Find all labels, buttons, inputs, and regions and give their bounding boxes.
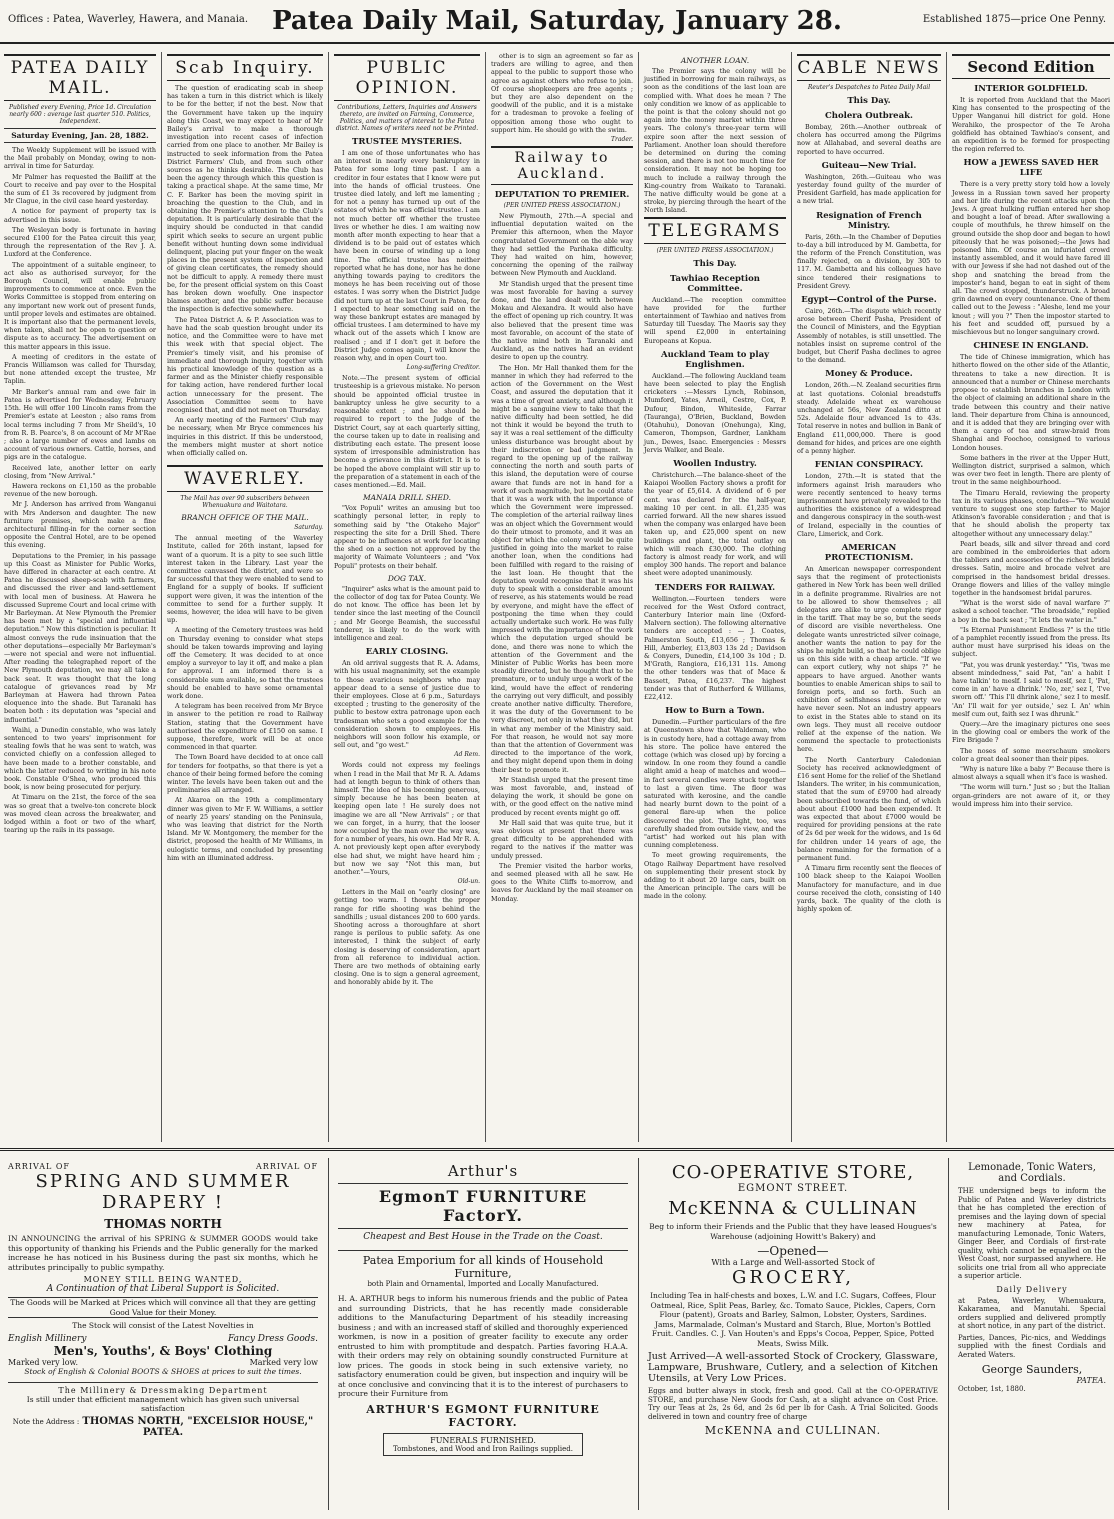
article-paragraph: The Weekly Supplement will be issued with the Mail probably on Monday, owing to non-arrival in time for Saturday. xyxy=(4,146,156,171)
advert-text: The Goods will be Marked at Prices which will convince all that they are getting Good Value for their Money. xyxy=(8,1297,318,1318)
article-text: "Pat, you was drunk yesterday." "Yis, 'twas me absent mindedness," said Pat, "an' a habit I have talkin' to meslf. I said to meslf, sez I, 'Pat, come in an' have a dhrink.' 'No, zer,' sez I, 'I've sworn off.' 'This I'll dhrink alone,' sez I to meslf. 'An' I'll wait for yer outside,' sez I. An' whin meslf cum out, faith sez I was dhrunk." xyxy=(952,660,1110,718)
signature: Ad Rem. xyxy=(454,751,480,759)
article-text: Auckland.—The following Auckland team have been selected to play the English cricketers :—Messrs Lynch, Robinson, Mumford, Yates, Arneil, Cestre, Cox, P. Dufour, Bindon, Whiteside, Farrar (Tauranga), O'Brien, Buckland, Bowden (Otahuhu), Donovan (Onehunga), King, Cameron, Thompson, Gardner, Lankham jun., Dewes, Isaac. Emergencies : Messrs Jervis Walker, and Beale. xyxy=(644,371,786,454)
george-saunders-name: George Saunders, xyxy=(981,1363,1083,1376)
cable-heading: Guiteau—New Trial. xyxy=(821,160,917,171)
column-rule xyxy=(638,52,639,1142)
paper-name: PATEA DAILY MAIL. xyxy=(4,54,156,101)
telegram-heading: Auckland Team to play Englishmen. xyxy=(660,349,770,370)
this-day: This Day. xyxy=(847,96,891,106)
advert-text: The Stock will consist of the Latest Novelties in xyxy=(72,1321,254,1330)
branch-office: BRANCH OFFICE OF THE MAIL. xyxy=(181,513,309,523)
column-cable-news xyxy=(793,52,945,1142)
article-paragraph: Hawera reckons on £1,150 as the probable revenue of the new borough. xyxy=(4,481,156,499)
funerals-box xyxy=(383,1433,583,1456)
article-text: The Timaru Herald, reviewing the property tax in its various phases, concludes—"We would venture to suggest one step farther to Major Atkinson's favorable consideration ; and that is that he should abolish the property tax altogether without any unnecessary delay." xyxy=(952,488,1110,538)
advert-text: Eggs and butter always in stock, fresh and good. Call at the CO-OPERATIVE STORE, and purchase New Goods for Cash, at a slight advance on Cost Price. Try our Teas at 2s, 2s 6d, and 2s 6d per lb for Cash. A Trial Solicited. Goods delivered in town and country free of charge xyxy=(648,1387,938,1421)
signature: Old-un. xyxy=(457,878,480,886)
column-local-news xyxy=(0,52,160,1142)
advert-text: Cheapest and Best House in the Trade on the Coast. xyxy=(363,1232,603,1242)
thomas-north-address: THOMAS NORTH, "EXCELSIOR HOUSE," PATEA. xyxy=(82,1415,314,1438)
article-paragraph: A notice for payment of property tax is advertised in this issue. xyxy=(4,207,156,224)
telegram-heading: How to Burn a Town. xyxy=(665,706,765,717)
article-text: Auckland.—The reception committee have provided for the further entertainment of Tawhiao and natives from Saturday till Tuesday. The Maoris say they will spend £2,000 in entertaining Europeans at Kopua. xyxy=(644,295,786,345)
article-text: Note.—The present system of official trusteeship is a grievous mistake. No person should be appointed official trustee in bankruptcy unless he give security to a reasonable extent ; and he should be required to report to the Judge of the District Court, say at each quarterly sitting, the course taken up to date in realising and distributing each estate. The present loose system of irresponsible administration has become a grievance in this district. It is to be hoped the above complaint will stir up to the preparation of a statement in each of the cases mentioned.—Ed. Mail. xyxy=(334,374,480,489)
article-paragraph: Deputations to the Premier, in his passage up this Coast as Minister for Public Works, have differed in character at each centre. At Patea he discussed sheep-scab with farmers, and discussed the river and land-settlement with local men of business. At Hawera he discussed Supreme Court and local crime with Mr Barleyman. At New Plymouth the Premier has been met by a "special and influential deputation." Now this distinction is peculiar. It almost conveys the rude insinuation that the other deputations—especially Mr Barleyman's—were not special and were not influential. After reading the telegraphed report of the New Plymouth deputation, we may all take a back seat. It was thought that the long catalogue of grievances read by Mr Barleyman at Hawera had thrown Patea eloquence into the shade. But Taranaki has beaten both : its deputation was "special and influential." xyxy=(4,551,156,724)
spring-summer-heading: SPRING AND SUMMER DRAPERY ! xyxy=(35,1171,291,1213)
article-paragraph: An early meeting of the Farmers' Club may be necessary, when Mr Bryce commences his inquiries in this district. If this be understood, the members might muster at short notice when officially called on. xyxy=(167,416,323,457)
advert-text: IN ANNOUNCING the arrival of his SPRING & SUMMER GOODS would take this opportunity of thanking his Friends and the Public generally for the marked increase he has noticed in his Business during the past six months, which he attributes principally to public sympathy. xyxy=(8,1234,318,1272)
public-opinion-title: PUBLIC OPINION. xyxy=(334,54,480,101)
article-text: "What is the worst side of naval warfare ?" asked a school teacher. "The broadside," replied a boy in the back seat ; "it lets the water in." xyxy=(952,599,1110,624)
arthur-footer: ARTHUR'S EGMONT FURNITURE FACTORY. xyxy=(366,1402,600,1429)
telegram-heading: Tawhiao Reception Committee. xyxy=(670,273,760,294)
column-second-edition xyxy=(948,52,1114,1142)
article-paragraph: Mr Standish urged that the present time was most favorable, and, instead of delaying the work, it should be gone on with, or the good effect on the native mind produced by recent events might go off. xyxy=(491,775,633,817)
address-row xyxy=(8,1416,318,1438)
funerals-furnished: FUNERALS FURNISHED. xyxy=(430,1435,536,1445)
advert-thomas-north xyxy=(0,1158,326,1510)
early-closing-heading: EARLY CLOSING. xyxy=(365,647,449,658)
article-text: It is reported from Auckland that the Maori King has consented to the prospecting of the Upper Wanganui hill district for gold. Hone Werahiko, the prospector of the Te Aroha goldfield has obtained Tawhiao's consent, and an expedition is to be formed for prospecting the region referred to. xyxy=(952,96,1110,154)
article-text: An American newspaper correspondent says that the regiment of protectionists gathered in New York has been well drilled in a definite programme. Rivalries are not to be allowed to show themselves ; all delegates are alike to urge complete rigor in the tariff. That may be so, but the seeds of discord are visible nevertheless. One delegate wants unrestricted silver coinage, another wants the nation to pay for the ships he might build, so that he could oblige us on this side with a cheap article. "If we can export cutlery, why not ships ?" he appears to have argued. Another wants bounties to enable American ships to sail to foreign ports, and so forth. Such an exhibition of selfishness and poverty we have never seen. Not an industry appears to exist in the States able to stand on its own legs. They must all receive outdoor relief at the expense of the nation. We commend the spectacle to protectionists here. xyxy=(797,564,941,754)
article-text: other is to sign an agreement so far as traders are willing to agree, and then appeal to the public to support those who agree as against others who refuse to join. Of course shopkeepers are free agents ; but they are also dependent on the goodwill of the public, and it is a mistake for a tradesman to provoke a feeling of opposition among those who ought to support him. He should go with the swim. xyxy=(491,52,633,134)
signature: Long-suffering Creditor. xyxy=(406,364,480,372)
article-paragraph: Mr Barker's annual ram and ewe fair in Patea is advertised for Wednesday, February 15th. He will offer 100 Lincoln rams from the Premier's estate at Leeston ; also rams from local terms including 7 from Mr Sheild's, 10 from R. B. Pearce's, 8 on account of Mr M'Rae ; also a large number of ewes and lambs on account of various owners. Cattle, horses, and pigs are in the catalogue. xyxy=(4,387,156,462)
advert-arthur-furniture xyxy=(330,1158,636,1510)
article-paragraph: A meeting of creditors in the estate of Francis Williamson was called for Thursday, but none attended except the trustee, Mr Taplin. xyxy=(4,352,156,386)
column-rule xyxy=(328,52,329,1142)
article-text: Query.—Are the imaginary pictures one sees in the glowing coal or embers the work of the Fire Brigade ? xyxy=(952,720,1110,745)
telegram-heading: Woollen Industry. xyxy=(673,458,757,469)
scab-inquiry-title: Scab Inquiry. xyxy=(167,54,323,81)
article-text: Wellington.—Fourteen tenders were received for the West Oxford contract, Canterbury Interior main line (Oxford-Malvern section). The following alternative tenders are accepted : — J. Coates, Palmerston South, £13,656 ; Thomas & Hill, Amberley, £13,803 13s 2d ; Davidson & Conyers, Dunedin, £14,100 3s 10d ; D. M'Grath, Rangiora, £16,131 11s. Among the other tenders was that of Mace & Bassett, Patea, £16,237. The highest tender was that of Rutherford & Williams, £22,412. xyxy=(644,594,786,701)
article-text: Words could not express my feelings when I read in the Mail that Mr R. A. Adams had at length begun to think of others than himself. The idea of his becoming generous, simply because he has been beaten at keeping open late ! He surely does not imagine we are all "New Arrivals" ; or that we can forget, in a hurry, that the looser now occupied by the man over the way was, for a number of years, his own. Had Mr R. A. A. not previously kept open after everybody else had shut, we might have heard him ; but now we say "Not this man, but another."—Yours, xyxy=(334,761,480,877)
article-text: A Timaru firm recently sent the fleeces of 100 black sheep to the Kaiapoi Woollen Manufactory for manufacture, and in due course received the cloth, consisting of 140 yards, back. The quality of the cloth is highly spoken of. xyxy=(797,864,941,914)
article-text: "Vox Populi" writes an amusing but too scathingly personal letter, in reply to something said by "the Otakeho Major" respecting the site for a Drill Shed. There appear to be influences at work for locating the shed on a section not approved by the majority of Waimate Volunteers ; and "Vox Populi" protests on their behalf. xyxy=(334,504,480,570)
local-news-paragraphs xyxy=(4,146,156,834)
column-telegrams xyxy=(640,52,790,1142)
cable-heading: Cholera Outbreak. xyxy=(825,111,913,121)
egmont-factory-heading: EgmonT FURNITURE FactorY. xyxy=(338,1183,628,1229)
second-edition-heading: INTERIOR GOLDFIELD. xyxy=(974,84,1088,94)
article-text: The tide of Chinese immigration, which has hitherto flowed on the other side of the Atlantic, threatens to take a new direction. It is announced that a number or Chinese merchants propose to establish branches in London with the object of claiming an additional share in the trade between this country and their native land. Their departure from China is announced, and it is added that they are bringing over with them a cargo of tea and straw-braid from Shanghai and Foochoo, consigned to various London houses. xyxy=(952,353,1110,452)
article-text: There is a very pretty story told how a lovely Jewess in a Russian town saved her property and her life during the recent attacks upon the Jews. A great hulking ruffian entered her shop and bought a loaf of bread. After swallowing a couple of mouthfuls, he threw himself on the ground outside the shop door and began to howl piteously that he was poisoned;—the Jews had poisoned him. Of course an infuriated crowd instantly assembled, and it would have fared ill with our Jewess if she had not dashed out of the shop and snatching the bread from the imposter's hand, began to eat in sight of them all. The crowd stopped, thunderstruck. A broad grin dawned on every countenance. One of them called out to the Jewess : "Aleshe, lend me your knout ; will you ?" Then the impostor started to his feet and scudded off, pursued by a mischievous but no longer sanguinary crowd. xyxy=(952,180,1111,337)
article-paragraph: Mr Palmer has requested the Bailiff at the Court to receive and pay over to the Hospital the sum of £1 3s recovered by judgment from Mr Clague, in the civil case heard yesterday. xyxy=(4,172,156,206)
marked-low: Marked very low xyxy=(249,1357,318,1367)
cable-heading: AMERICAN PROTECTIONISM. xyxy=(824,542,914,563)
article-text: Paris, 26th.—In the Chamber of Deputies to-day a bill introduced by M. Gambetta, for the reform of the French Constitution, was finally rejected, on a division, by 305 to 117. M. Gambetta and his colleagues have since tendered their resignations to President Grevy. xyxy=(797,232,941,290)
article-paragraph: The Town Board have decided to at once call for tenders for footpaths, so that there is yet a chance of their being formed before the coming winter. The levels have been taken out and the preliminaries all arranged. xyxy=(167,753,323,795)
press-association: (PER UNITED PRESS ASSOCIATION.) xyxy=(656,246,774,254)
waverley-subtitle: The Mail has over 90 subscribers between Whenuakura and Waitotara. xyxy=(180,495,310,510)
article-text: Washington, 26th.—Guiteau who was yesterday found guilty of the murder of President Garfield, has made application for a new trial. xyxy=(797,172,941,206)
column-rule xyxy=(161,52,162,1142)
press-association: (PER UNITED PRESS ASSOCIATION.) xyxy=(503,202,621,210)
daily-delivery: Daily Delivery xyxy=(996,1284,1068,1294)
article-text: Letters in the Mail on "early closing" are getting too warm. I thought the proper range for rifle shooting was behind the sandhills ; usual distances 200 to 600 yards. Shooting across a thoroughfare at short range is perilous to public safety. As one interested, I think the subject of early closing is deserving of consideration, apart from all reference to individual action. There are two methods of obtaining early closing. One is to sign a general agreement, and honorably abide by it. The xyxy=(334,888,480,987)
opened-label: —Opened— xyxy=(757,1244,829,1258)
article-text: Christchurch.—The balance-sheet of the Kaiapoi Woollen Factory shows a profit for the year of £5,614. A dividend of 6 per cent. was declared for the half-year, making 10 per cent. in all. £1,235 was carried forward. All the new shares issued when the company was enlarged have been taken up, and £25,000 spent on new buildings and plant, the total outlay on which will reach £30,000. The clothing factory is almost ready for work, and will employ 300 hands. The report and balance sheet were adopted unanimously. xyxy=(644,470,786,578)
second-edition-heading: CHINESE IN ENGLAND. xyxy=(973,341,1089,352)
advert-text: A Continuation of that Liberal Support is Solicited. xyxy=(46,1284,280,1294)
column-rule xyxy=(946,52,947,1142)
article-text: Pearl beads, silk and silver thread and cord are combined in the embroideries that adorn the tabliers and accessories of the richest bridal dresses. Satin, moire and brocade velvet are comprised in the handsomest bridal dresses. Orange flowers and lilies of the valley mingle together in the handsomest bridal parures. xyxy=(952,539,1110,597)
article-text: An old arrival suggests that R. A. Adams, with his usual magnanimity, set the example to those avaricious neighbors who may appear dead to a sense of justice due to their employees. Close at 6 p.m., Saturdays excepted ; trusting to the generosity of the public to bestow extra patronage upon each tradesman who sets a good example for the consideration shown to employees. His neighbors will soon follow his example, or sell out, and "go west." xyxy=(334,659,480,750)
article-paragraph: The Premier visited the harbor works, and seemed pleased with all he saw. He goes to the White Cliffs to-morrow, and leaves for Auckland by the mail steamer on Monday. xyxy=(491,861,633,903)
article-text: To meet growing requirements, the Otago Railway Department have resolved on supplementing their present stock by adding to it about 20 large cars, built on the American principle. The cars will be made in the colony. xyxy=(644,851,786,901)
column-rule xyxy=(485,52,486,1142)
advert-text: MONEY STILL BEING WANTED, xyxy=(83,1275,243,1284)
deputation-heading: DEPUTATION TO PREMIER. xyxy=(494,190,630,201)
article-paragraph: The Wesleyan body is fortunate in having secured £100 for the Patea circuit this year, through the representation of the Rev J. A. Luxford at the Conference. xyxy=(4,225,156,259)
article-text: I am one of those unfortunates who has an interest in nearly every bankruptcy in Patea for some long time past. I am a creditor in four estates that I know were put into the hands of official trustees. One trustee died lately, and left me lamenting ; for not a penny has turned up out of the estates of which he was official trustee. I am not much better off whether the trustee lives or whether he dies. I am waiting now month after month expecting to hear that a dividend is to be paid out of estates which have been in course of winding up a long time. The official trustee has neither reported what he has done, nor has he done anything towards paying to creditors the moneys he has been receiving out of those estates. I was sorry when the District Judge did not turn up at the last Court in Patea, for I expected to hear something said on the way these bankrupt estates are managed by official trustees. I am determined to have my whack out of the assets which I know are realised ; and if I don't get it before the District Judge comes again, I will know the reason why, and in open Court too. xyxy=(334,149,480,363)
article-paragraph: At Akaroa on the 19th a complimentary dinner was given to Mr F. W. Williams, a settler of nearly 25 years' standing on the Peninsula, who was leaving that district for the North Island. Mr W. Montgomery, the member for the district, proposed the health of Mr Williams, in eulogistic terms, and concluded by presenting him with an illuminated address. xyxy=(167,796,323,862)
scab-inquiry-paragraphs xyxy=(167,84,323,457)
cable-news-title: CABLE NEWS xyxy=(797,54,941,81)
mens-clothing: Men's, Youths', & Boys' Clothing xyxy=(53,1343,273,1358)
patea-place: PATEA. xyxy=(1076,1376,1106,1385)
column-railway xyxy=(487,52,637,1142)
signature: Trader. xyxy=(611,136,633,144)
article-text: London, 26th.—N. Zealand securities firm at last quotations. Colonial breadstuffs steady. Adelaide wheat ex warehouse unchanged at 56s, New Zealand ditto at 52s. Adelaide flour advanced 1s to 43s. Total reserve in notes and bullion in Bank of England £11,000,000. There is good demand for hides, and prices are one eighth of a penny higher. xyxy=(797,381,941,456)
cable-heading: Money & Produce. xyxy=(825,369,913,380)
article-paragraph: The appointment of a suitable engineer, to act also as authorised surveyor, for the Borough Council, will enable public improvements to commence at once. Even the Works Committee is stopped from entering on any important new work out of present funds, until proper levels and estimates are obtained. It is important also that the permanent levels, when taken, shall not be open to question or dispute as to accuracy. The advertisement on this matter appears in this issue. xyxy=(4,260,156,351)
english-millinery: English Millinery xyxy=(8,1333,87,1344)
mckenna-footer: McKENNA and CULLINAN. xyxy=(704,1424,882,1437)
advert-rule xyxy=(638,1158,639,1510)
manaia-drill-shed-heading: MANAIA DRILL SHED. xyxy=(362,493,452,503)
article-text: London, 27th.—It is stated that the informers against Irish marauders who were recently sentenced to heavy terms imprisonment have privately revealed to the authorities the existence of a widespread and dangerous conspiracy in the south-west of Ireland, especially in the counties of Clare, Limerick, and Cork. xyxy=(797,472,941,538)
column-public-opinion xyxy=(330,52,484,1142)
advert-rule xyxy=(948,1158,949,1510)
advert-text: THE undersigned begs to inform the Public of Patea and Waverley districts that he has completed the erection of premises and the laying down of special new machinery at Patea, for manufacturing Lemonade, Tonic Waters, Ginger Beer, and Cordials of first-rate quality, which cannot be equalled on the West Coast, nor surpassed anywhere. He solicits one trial from all who appreciate a superior article. xyxy=(958,1187,1106,1280)
article-text: "Why is nature like a baby ?" Because there is almost always a squall when it's face is washed. xyxy=(952,765,1110,782)
paper-subtitle: Published every Evening, Price 1d. Circulation nearly 600 : average last quarter 510. Politics, Independent. xyxy=(8,104,152,125)
advert-text: at Patea, Waverley, Whenuakura, Kakaramea, and Manutahi. Special orders supplied and delivered promptly at short notice, in any part of the district. xyxy=(958,1296,1106,1330)
cooperative-heading: CO-OPERATIVE STORE, xyxy=(671,1162,915,1183)
article-text: The noses of some meerschaum smokers color a great deal sooner than their pipes. xyxy=(952,746,1110,763)
article-text: Some bathers in the river at the Upper Hutt, Wellington district, surprised a salmon, which was over two feet in length. There are plenty of trout in the same neighbourhood. xyxy=(952,453,1110,487)
this-day: This Day. xyxy=(693,258,737,269)
cable-heading: Egypt—Control of the Purse. xyxy=(801,295,937,306)
article-text: Dunedin.—Further particulars of the fire at Queenstown show that Waldeman, who is in custody here, had a cottage away from his store. The police have entered the cottage (which was closed up) by forcing a window. In one room they found a candle alight amid a heap of matches and wood—in fact several candles were stuck together to last a given time. The floor was saturated with kerosine, and the candle had nearly burnt down to the point of a general flare-up when the police discovered the plot. The light, too, was carefully shaded from outside view, and the "artist" had worked out his plan with cunning completeness. xyxy=(644,718,786,850)
article-paragraph: Received late, another letter on early closing, from "New Arrival." xyxy=(4,463,156,480)
railway-title: Railway to Auckland. xyxy=(491,146,633,185)
waverley-paragraphs xyxy=(167,534,323,862)
advert-text: Is still under that efficient management which has given such universal satisfaction xyxy=(26,1394,300,1413)
article-paragraph: The Hon. Mr Hall thanked them for the manner in which they had referred to the action of the Government on the West Coast, and assured the deputation that it was a time of great anxiety, and although it might be a sanguine view to take that the native difficulty had been settled, he did not think it would be beyond the truth to say it was a real settlement of the difficulty unless disturbance was brought about by their indiscretion or bad judgment. In regard to the opening up of the railway connecting the north and south parts of this island, the deputation were of course aware that funds are not in hand for a work of such magnitude, but he could state that it was a work with the importance of which the Government were impressed. The completion of the arterial railway lines was an object which the Government would do their utmost to promote, and it was an object for which the colony would be quite justified in going into the market to raise another loan, when the conditions had been fulfilled with regard to the raising of the last loan. He thought that the deputation would recognise that it was his duty to speak with a considerable amount of reserve, as his statements would be read by everyone, and might have the effect of postponing the time when they could actually undertake such work. He was fully impressed with the importance of the work which the deputation urged should be done, and there was none to which the attention of the Government and the Minister of Public Works has been more steadily directed, but he thought that to be premature, or to unduly urge a work of the kind, would have the effect of rendering the carrying out very difficult, and possibly create another native difficulty. Therefore, it was the duty of the Government to be very discreet, not only in what they did, but in what any member of the Ministry said. For that reason, he would not say more than that the attention of Government was directed to the importance of the work, and they might depend upon them in doing their best to promote it. xyxy=(491,363,633,774)
grocery-heading: GROCERY, xyxy=(732,1267,854,1288)
another-loan-heading: ANOTHER LOAN. xyxy=(680,56,750,65)
dog-tax-heading: DOG TAX. xyxy=(387,573,427,583)
article-paragraph: A telegram has been received from Mr Bryce in answer to the petition re road to Railway Station, stating that the Government have authorised the expenditure of £150 on same. I suppose, therefore, work will be at once commenced in that quarter. xyxy=(167,702,323,752)
article-text: "Is Eternal Punishment Endless ?" is the title of a pamphlet recently issued from the press. Its author must have surprised his ideas on the subject. xyxy=(952,625,1110,659)
second-edition-heading: HOW a JEWESS SAVED HER LIFE xyxy=(963,158,1099,179)
telegrams-title: TELEGRAMS xyxy=(644,217,786,244)
just-arrived: Just Arrived—A well-assorted Stock of Crockery, Glassware, Lampware, Brushware, Cutlery, and a selection of Kitchen Utensils, at Very Low Prices. xyxy=(648,1351,938,1384)
article-text: "The worm will turn." Just so ; but the Italian organ-grinders are not aware of it, or they would impress him into their service. xyxy=(952,783,1110,808)
masthead xyxy=(0,0,1114,44)
advert-divider xyxy=(0,1148,1114,1151)
egmont-street: EGMONT STREET. xyxy=(737,1183,849,1194)
advert-george-saunders xyxy=(950,1158,1114,1510)
article-text: The North Canterbury Caledonian Society has received acknowledgment of £16 sent Home for the relief of the Shetland Islanders. The writer, in his communication, stated that the sum of £9700 had already been subscribed towards the fund, of which about about £1000 had been expended. It was expected that about £7000 would be required for providing pensions at the rate of 2s 6d per week for the widows, and 1s 6d for children under 14 years of age, the balance remaining for the formation of a permanent fund. xyxy=(797,755,941,863)
cable-heading: Resignation of French Ministry. xyxy=(816,210,922,231)
arrival-row xyxy=(8,1162,318,1171)
article-text: Bombay, 26th.—Another outbreak of cholera has occurred among the Pilgrims now at Allahabad, and several deaths are reported to have occurred. xyxy=(797,123,941,156)
waverley-day: Saturday. xyxy=(294,524,323,532)
article-text: The Premier says the colony will be justified in borrowing for main railways, as soon as the conditions of the last loan are complied with. What does he mean ? The only condition we know of as applicable to the point is that the colony should not go again into the money market within three years. The colony's three-year term will expire soon after the next session of Parliament. Another loan should therefore be determined on during the coming session, and there is not too much time for consideration. It may not be hoping too much to include a railway through the King-country from Waikato to Taranaki. The native difficulty would be gone at a stroke, by piercing through the heart of the North Island. xyxy=(644,67,786,215)
advert-text: both Plain and Ornamental, Imported and Locally Manufactured. xyxy=(367,1280,599,1288)
telegram-heading: TENDERS FOR RAILWAY. xyxy=(654,582,776,593)
advert-text: Parties, Dances, Pic-nics, and Weddings supplied with the finest Cordials and Aerated Waters. xyxy=(958,1333,1106,1359)
trustee-mysteries-heading: TRUSTEE MYSTERIES. xyxy=(352,137,462,147)
advert-text: Patea Emporium for all kinds of Household Furniture, xyxy=(338,1250,628,1280)
marked-row xyxy=(8,1358,318,1367)
advert-text: With a Large and Well-assorted Stock of xyxy=(711,1258,875,1267)
mckenna-cullinan-name: McKENNA & CULLINAN xyxy=(668,1198,918,1219)
advert-text: Beg to inform their Friends and the Public that they have leased Hougues's Warehouse (adjoining Howitt's Bakery) and xyxy=(649,1222,937,1241)
article-paragraph: Mr Standish urged that the present time was most favorable for having a survey done, and the land dealt with between Mokau and Alexandra. It would also have the effect of opening up rich country. It was also believed that the present time was most favorable, on account of the state of the native mind both in Taranaki and Auckland, as the natives had an evident desire to open up the country. xyxy=(491,279,633,362)
public-opinion-subtitle: Contributions, Letters, Inquiries and Answers thereto, are invited on Farming, Commerce, Politics, and matters of interest to the Patea district. Names of writers need not be Printed. xyxy=(335,104,479,132)
advert-text: H. A. ARTHUR begs to inform his numerous friends and the public of Patea and surrounding Districts, that he has recently made considerable additions to the Manufacturing Department of his steadily increasing business ; and with an increased staff of skilled and thoroughly experienced workmen, is now in a position of greater facility to execute any order entrusted to him with promptitude and despatch. Parties favoring H.A.A. with their orders may rely on obtaining soundly constructed Furniture at low prices. The goods in stock being in such extensive variety, no satisfactory enumeration could be given, but inspection and inquiry will be at once conclusive and convincing that it is to the interest of purchasers to procure their Furniture from xyxy=(338,1294,628,1398)
cable-news-subtitle: Reuter's Despatches to Patea Daily Mail xyxy=(807,84,931,91)
railway-paragraphs xyxy=(491,212,633,903)
boots-shoes: Stock of English & Colonial BOOTS & SHOES at prices to suit the times. xyxy=(24,1366,302,1376)
tombstones: Tombstones, and Wood and Iron Railings supplied. xyxy=(393,1444,573,1453)
article-paragraph: Mr J. Anderson has arrived from Wanganui with Mrs Anderson and daughter. The new furniture premises, which make a fine architectural filling-in for the corner section opposite the Central Hotel, are to be opened this evening. xyxy=(4,500,156,550)
article-paragraph: The Patea District A. & P. Association was to have had the scab question brought under its notice, and the Committee were to have met this week with that special object. The Premier's timely visit, and his promise of immediate and thorough inquiry, together with his practical knowledge of the question as a farmer and as the Minister chiefly responsible for taking action, have rendered further local action unnecessary for the present. The Association Committee seem to have recognised that, and did not meet on Thursday. xyxy=(167,315,323,414)
masthead-title: Patea Daily Mail, Saturday, January 28. xyxy=(272,6,842,36)
novelties-row xyxy=(8,1334,318,1344)
cable-heading: FENIAN CONSPIRACY. xyxy=(814,460,924,471)
waverley-title: WAVERLEY. xyxy=(167,465,323,492)
article-paragraph: Waihi, a Dunedin constable, who was lately sentenced to two years' imprisonment for stealing fowls that he was sent to watch, was convicted chiefly on a confession alleged to have been made to a brother constable, and which the latter reduced to writing in his note book. Constable O'Shea, who produced this book, is now being prosecuted for perjury. xyxy=(4,725,156,792)
millinery-department: The Millinery & Dressmaking Department xyxy=(8,1382,318,1395)
masthead-established: Established 1875—price One Penny. xyxy=(922,14,1106,25)
article-paragraph: Mr Hall said that was quite true, but it was obvious at present that there was great difficulty to be apprehended with regard to the natives if the matter was unduly pressed. xyxy=(491,818,633,860)
note-address: Note the Address : xyxy=(12,1417,80,1426)
article-paragraph: A meeting of the Cemetery trustees was held on Thursday evening to consider what steps should be taken towards improving and laying off the Cemetery. It was decided to at once employ a surveyor to lay it off, and make a plan for approval. I am informed there is a considerable sum available, so that the trustees should be enabled to have some ornamental work done. xyxy=(167,626,323,700)
article-paragraph: At Timaru on the 21st, the force of the sea was so great that a twelve-ton concrete block was moved clean across the breakwater, and lodged within a foot or two of the wharf, tearing up the rails in its passage. xyxy=(4,793,156,835)
second-edition-title: Second Edition xyxy=(952,54,1110,79)
article-text: Cairo, 26th.—The dispute which recently arose between Cherif Pasha, President of the Council of Ministers, and the Egyptian Assembly of notables, is still unsettled. The notables insist on supreme control of the budget, but Cherif Pasha declines to agree to the demand. xyxy=(797,307,941,365)
column-rule xyxy=(791,52,792,1142)
advert-text: Including Tea in half-chests and boxes, L.W. and I.C. Sugars, Coffees, Flour Oatmeal, Rice, Split Peas, Barley, &c. Tomato Sauce, Pickles, Capers, Corn Flour (patent), Groats and Barley, Salmon, Lobster, Oysters, Sardines. Jams, Marmalade, Colman's Mustard and Starch, Blue, Morton's Bottled Fruit. Candles. C. J. Van Houten's and Epps's Cocoa, Pepper, Spice, Potted Meats, Swiss Milk. xyxy=(650,1291,936,1348)
article-paragraph: New Plymouth, 27th.—A special and influential deputation waited on the Premier this afternoon, when the Mayor congratulated Government on the able way they had settled the Parihaka difficulty. They had waited on him, however, concerning the opening of the railway between New Plymouth and Auckland. xyxy=(491,212,633,278)
masthead-offices: Offices : Patea, Waverley, Hawera, and Manaia. xyxy=(8,14,249,25)
article-paragraph: The annual meeting of the Waverley Institute, called for 26th instant, lapsed for want of a quorum. It is a pity to see such little interest taken in the Library. Last year the committee canvassed the district, and were so far successful that they were enabled to send to England for a supply of books. If sufficient support were given, it was the intention of the committee to send for a further supply. It seems, however, the idea will have to be given up. xyxy=(167,534,323,625)
column-scab-inquiry xyxy=(163,52,327,1142)
arrival-label: ARRIVAL OF xyxy=(256,1162,318,1171)
thomas-north-name: THOMAS NORTH xyxy=(104,1217,222,1231)
arthurs-heading: Arthur's xyxy=(447,1162,519,1180)
advert-date: October, 1st, 1880. xyxy=(958,1385,1026,1393)
advert-rule xyxy=(328,1158,329,1510)
article-text: "Inquirer" asks what is the amount paid to the collector of dog tax for Patea County. We do not know. The office has been let by tender since the last meeting of the Council ; and Mr George Beamish, the successful tenderer, is likely to do the work with intelligence and zeal. xyxy=(334,584,480,642)
arrival-label: ARRIVAL OF xyxy=(8,1162,70,1171)
lemonade-heading: Lemonade, Tonic Waters, and Cordials. xyxy=(968,1162,1096,1184)
advert-cooperative-store xyxy=(640,1158,946,1510)
issue-date: Saturday Evening, Jan. 28, 1882. xyxy=(4,128,156,143)
fancy-dress-goods: Fancy Dress Goods. xyxy=(228,1333,318,1344)
article-paragraph: The question of eradicating scab in sheep has taken a turn in this district which is likely to be for the better, if not the best. Now that the Government have taken up the inquiry along this Coast, we may expect to hear of Mr Bailey's arrival to make a thorough investigation into recent cases of infection carried from one place to another. Mr Bailey is instructed to seek information from the Patea District Farmers' Club, and from such other sources as he thinks desirable. The Club has been the agency through which this question is taking a practical shape. At the same time, Mr C. F. Barker has been the moving spirit in broaching the question to the Club, and in obtaining the Premier's attention to the Club's deputation. It is particularly desirable that the inquiry should be conducted in that candid spirit which seeks to secure an urgent public benefit without hunting down some individual delinquent, placing put your finger on the weak places in the present system of inspection and of giving clean certificates, the remedy should not be difficult to apply. A remedy there must be, for the present official system on this Coast has broken down woefully. One inspector blames another, and the public suffer because the inspection is defective somewhere. xyxy=(167,84,323,314)
marked-low: Marked very low. xyxy=(8,1357,78,1367)
